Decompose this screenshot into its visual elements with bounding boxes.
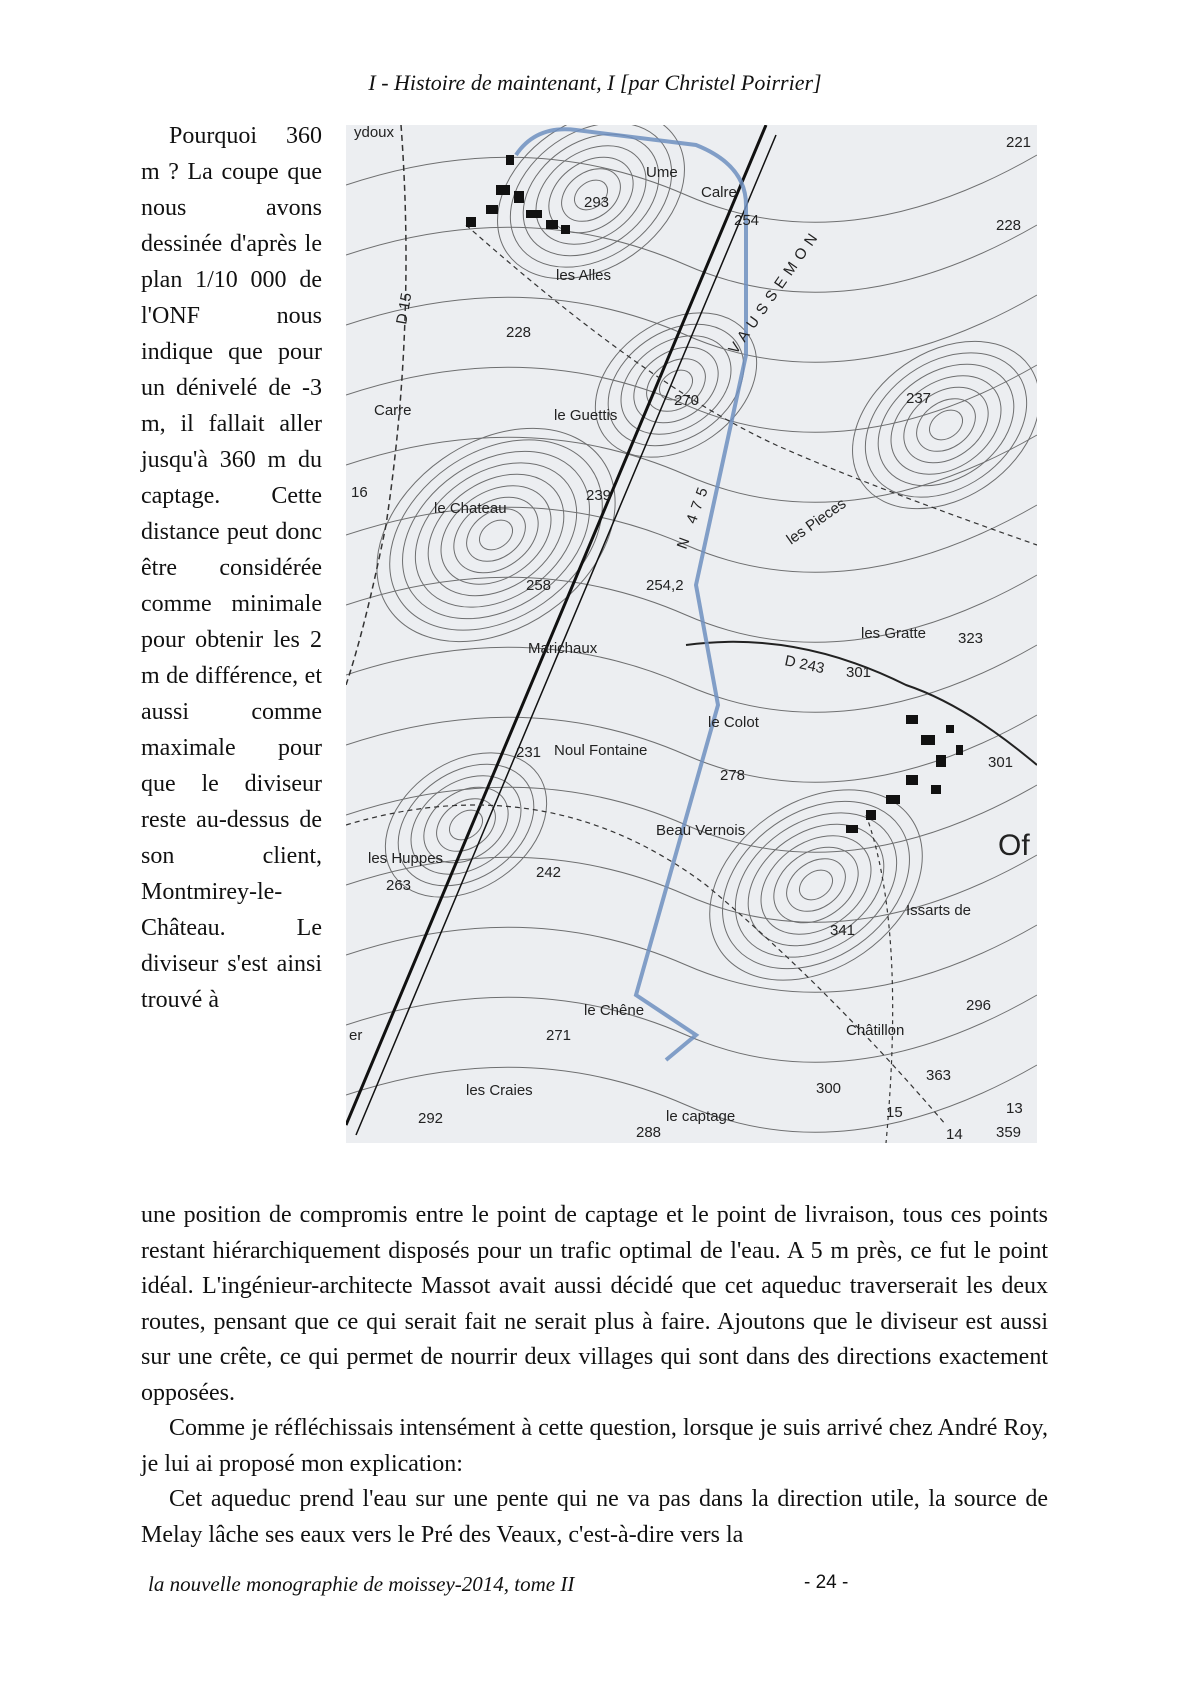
map-label: 15: [886, 1104, 903, 1121]
map-label: 258: [526, 577, 552, 594]
map-label: D 243: [783, 652, 826, 678]
map-label: Calre: [701, 184, 737, 201]
running-footer: [148, 1572, 1048, 1597]
map-label: 14: [946, 1126, 963, 1143]
map-label: 293: [584, 194, 610, 211]
national-road-n475: [356, 135, 776, 1135]
map-label: le Colot: [708, 714, 759, 731]
map-label: VAUSSEMON: [725, 225, 825, 358]
paragraph-compromise: une position de compromis entre le point de captage et le point de livraison, tous ces points restant hiérarchiquement disposés pour un trafic optimal de l'eau. A 5 m près, ce fut le point idéal. L'ingénieur-architecte Massot avait aussi décidé que cet aqueduc traverserait les deux routes, pensant que ce qui serait fait ne serait plus à faire. Ajoutons que le diviseur est aussi sur une crête, ce qui permet de nourrir deux villages qui sont dans des directions exactement opposées.: [141, 1202, 1048, 1406]
paragraph-aqueduc: Cet aqueduc prend l'eau sur une pente qui ne va pas dans la direction utile, la source de Melay lâche ses eaux vers le Pré des Veaux, c'est-à-dire vers la: [141, 1486, 1048, 1548]
map-label: les Pieces: [783, 495, 850, 549]
contour-line: [742, 815, 890, 954]
map-label: 270: [674, 392, 700, 409]
map-label: 341: [830, 922, 856, 939]
map-label: Issarts de: [906, 902, 972, 919]
contour-line: [353, 400, 638, 669]
map-label: 301: [988, 754, 1014, 771]
paragraph-andre-roy: Comme je réfléchissais intensément à cette question, lorsque je suis arrivé chez André Roy, je lui ai proposé mon explication:: [141, 1415, 1048, 1477]
map-label: 228: [506, 324, 532, 341]
map-label: 228: [996, 217, 1022, 234]
contour-line: [619, 332, 732, 439]
map-label: 254: [734, 212, 760, 229]
contour-line: [673, 750, 958, 1019]
contour-line: [794, 864, 838, 906]
map-label: 221: [1006, 134, 1032, 151]
map-label: 323: [958, 630, 984, 647]
map-label: 278: [720, 767, 746, 784]
map-label: 231: [516, 744, 542, 761]
side-column-text: [141, 118, 322, 1018]
body-text: [141, 1198, 1048, 1553]
contour-line: [346, 645, 1037, 712]
map-label: ydoux: [354, 125, 395, 141]
map-label: Châtillon: [846, 1022, 905, 1039]
contour-line: [346, 575, 1037, 642]
contour-line: [371, 417, 622, 654]
map-label: 359: [996, 1124, 1022, 1141]
map-label: le captage: [666, 1108, 736, 1125]
contour-line: [346, 925, 1037, 992]
contour-line: [346, 995, 1037, 1062]
map-label: D 15: [393, 291, 416, 326]
map-drawing: [346, 125, 1037, 1143]
map-label: er: [349, 1027, 363, 1044]
map-label: 13: [1006, 1100, 1023, 1117]
map-label: les Alles: [556, 267, 612, 284]
map-label: les Huppes: [368, 850, 444, 867]
track-3: [866, 815, 893, 1143]
contour-line: [889, 372, 1002, 479]
topographic-map: [346, 125, 1037, 1143]
running-header: I - Histoire de maintenant, I [par Christel Poirrier]: [368, 70, 822, 95]
contour-line: [924, 404, 968, 446]
map-label: 301: [846, 664, 872, 681]
map-label: Of: [998, 829, 1030, 862]
contour-line: [439, 482, 552, 589]
map-label: Noul Fontaine: [554, 742, 648, 759]
map-label: 237: [906, 390, 932, 407]
contour-line: [346, 384, 656, 685]
map-label: Carre: [374, 402, 412, 419]
map-label: 263: [386, 877, 412, 894]
contour-line: [346, 155, 1037, 222]
map-label: le Chateau: [434, 500, 507, 517]
map-label: 300: [816, 1080, 842, 1097]
map-label: les Craies: [466, 1082, 533, 1099]
contour-line: [388, 433, 604, 637]
contour-line: [346, 715, 1037, 782]
side-column-paragraph: Pourquoi 360 m ? La coupe que nous avons dessinée d'après le plan 1/10 000 de l'ONF nous indique que pour un dénivelé de -3 m, il fallait aller jusqu'à 360 m du captage. Cette distance peut donc être considérée comme minimale pour obtenir les 2 m de différence, et aussi comme maximale pour que le diviseur reste au-dessus de son client, Montmirey-le-Château. Le diviseur s'est ainsi trouvé à: [141, 123, 322, 1013]
map-label: Beau Vernois: [656, 822, 746, 839]
footer-title: la nouvelle monographie de moissey-2014, tome II: [148, 1572, 575, 1596]
contour-line: [358, 723, 574, 927]
contour-line: [838, 323, 1037, 527]
contour-line: [637, 348, 716, 422]
map-label: Ume: [646, 164, 678, 181]
contour-line: [821, 307, 1037, 544]
contour-line: [872, 355, 1020, 494]
map-label: 296: [966, 997, 992, 1014]
map-label: 292: [418, 1110, 444, 1127]
map-label: 239: [586, 487, 612, 504]
map-label: 363: [926, 1067, 952, 1084]
map-label: 271: [546, 1027, 572, 1044]
contour-line: [466, 125, 717, 313]
page-number: - 24 -: [804, 1572, 849, 1593]
map-label: N 475: [673, 479, 714, 552]
map-label: le Guettis: [554, 407, 618, 424]
map-label: 242: [536, 864, 562, 881]
contour-line: [691, 767, 942, 1004]
map-label: 16: [351, 484, 368, 501]
map-label: 254,2: [646, 577, 684, 594]
map-label: les Gratte: [861, 625, 927, 642]
contour-line: [346, 435, 1037, 502]
map-label: 288: [636, 1124, 662, 1141]
contour-line: [474, 514, 518, 556]
map-label: le Chêne: [584, 1002, 645, 1019]
track-1: [466, 225, 1037, 545]
contour-line: [346, 225, 1037, 292]
contour-line: [777, 848, 856, 922]
map-label: Marichaux: [528, 640, 598, 657]
